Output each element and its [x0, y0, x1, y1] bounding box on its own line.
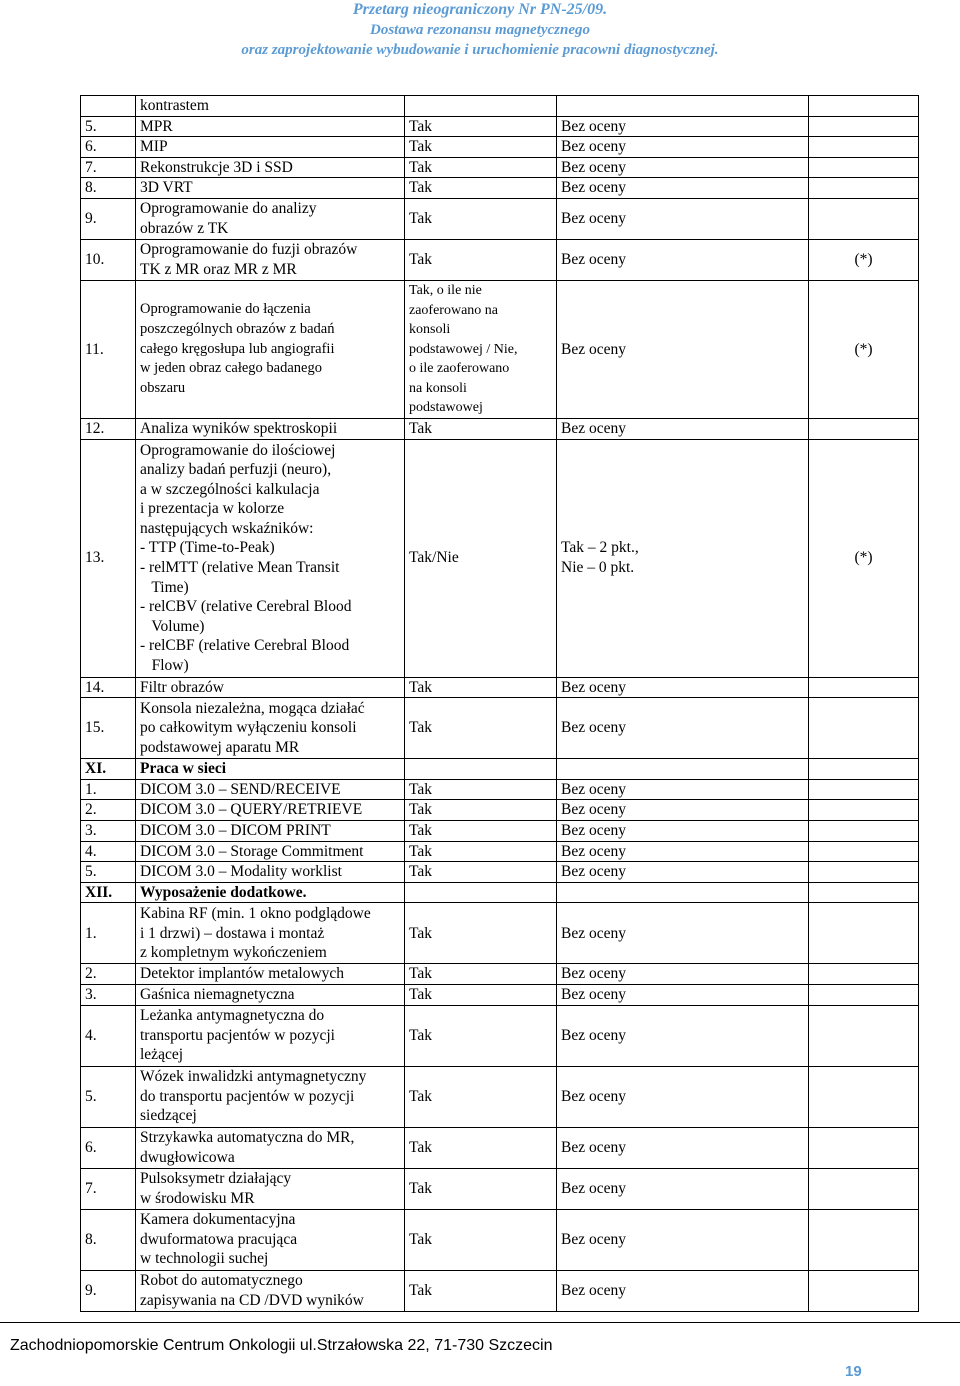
required-value: [405, 1005, 557, 1066]
row-number: 2.: [81, 964, 136, 985]
footer-divider: [0, 1322, 960, 1323]
score-value-line: Bez oceny: [561, 1179, 626, 1197]
parameter-name-line: DICOM 3.0 – Modality worklist: [140, 863, 342, 881]
remark-mark: [809, 1209, 919, 1270]
parameter-name-line: DICOM 3.0 – DICOM PRINT: [140, 821, 331, 839]
remark-mark: (*): [809, 439, 919, 677]
remark-mark: [809, 698, 919, 759]
required-value: [405, 1270, 557, 1311]
required-value: [405, 800, 557, 821]
parameter-name-line: Flow): [140, 657, 189, 675]
row-number: 3.: [81, 820, 136, 841]
score-value: [557, 96, 809, 117]
parameter-name-line: Oprogramowanie do analizy: [140, 200, 317, 218]
required-value-line: Tak: [409, 251, 433, 269]
parameter-name-line: Detektor implantów metalowych: [140, 965, 345, 983]
parameter-name: [136, 1127, 405, 1168]
score-value: [557, 1066, 809, 1127]
score-value-line: Bez oceny: [561, 138, 626, 156]
required-value-line: Tak: [409, 1087, 433, 1105]
required-value-line: Tak: [409, 678, 433, 696]
parameter-name-line: Robot do automatycznego: [140, 1271, 303, 1289]
score-value: [557, 280, 809, 418]
remark-mark: [809, 116, 919, 137]
required-value-line: Tak: [409, 1138, 433, 1156]
required-value-line: Tak: [409, 780, 433, 798]
row-number: 8.: [81, 178, 136, 199]
score-value: [557, 239, 809, 280]
required-value: [405, 841, 557, 862]
parameter-name-line: - relMTT (relative Mean Transit: [140, 559, 340, 577]
required-value: [405, 137, 557, 158]
required-value-line: Tak: [409, 179, 433, 197]
required-value: [405, 1127, 557, 1168]
table-row: [81, 157, 919, 178]
remark-mark: [809, 882, 919, 903]
required-value-line: Tak: [409, 985, 433, 1003]
parameter-name-line: analizy badań perfuzji (neuro),: [140, 461, 332, 479]
required-value: [405, 418, 557, 439]
required-value-line: Tak: [409, 1230, 433, 1248]
parameter-name-line: siedzącej: [140, 1107, 197, 1125]
required-value-line: podstawowej / Nie,: [409, 341, 518, 357]
parameter-name-line: dwuformatowa pracująca: [140, 1230, 298, 1248]
parameter-name-line: w jeden obraz całego badanego: [140, 360, 322, 377]
score-value: [557, 964, 809, 985]
row-number: 6.: [81, 137, 136, 158]
required-value-line: Tak: [409, 210, 433, 228]
row-number: 8.: [81, 1209, 136, 1270]
table-row: [81, 779, 919, 800]
row-number: 5.: [81, 116, 136, 137]
remark-mark: [809, 903, 919, 964]
required-value-line: Tak: [409, 1026, 433, 1044]
remark-mark: [809, 779, 919, 800]
required-value-line: Tak: [409, 158, 433, 176]
score-value: [557, 841, 809, 862]
table-row: [81, 677, 919, 698]
row-number: 7.: [81, 157, 136, 178]
score-value-line: Bez oceny: [561, 801, 626, 819]
row-number: 10.: [81, 239, 136, 280]
row-number: 9.: [81, 198, 136, 239]
page-number: 19: [845, 1363, 862, 1380]
score-value-line: Bez oceny: [561, 821, 626, 839]
parameter-name: [136, 1270, 405, 1311]
parameter-name: [136, 759, 405, 780]
parameter-name-line: Gaśnica niemagnetyczna: [140, 985, 295, 1003]
score-value-line: Bez oceny: [561, 780, 626, 798]
required-value-line: zaoferowano na: [409, 302, 499, 318]
table-row: [81, 841, 919, 862]
score-value: [557, 1209, 809, 1270]
parameter-name-line: DICOM 3.0 – SEND/RECEIVE: [140, 780, 341, 798]
parameter-name-line: Time): [140, 578, 189, 596]
parameter-name-line: MPR: [140, 117, 173, 135]
parameter-name: [136, 779, 405, 800]
required-value-line: Tak: [409, 138, 433, 156]
score-value: [557, 759, 809, 780]
remark-mark: [809, 800, 919, 821]
row-number: XII.: [81, 882, 136, 903]
parameter-name-line: Praca w sieci: [140, 760, 227, 778]
score-value: [557, 137, 809, 158]
parameter-name: [136, 698, 405, 759]
parameter-name-line: - relCBF (relative Cerebral Blood: [140, 637, 350, 655]
table-row: [81, 1168, 919, 1209]
parameter-name-line: obrazów z TK: [140, 219, 229, 237]
row-number: 11.: [81, 280, 136, 418]
required-value-line: Tak: [409, 1281, 433, 1299]
required-value: [405, 1066, 557, 1127]
table-row: [81, 280, 919, 418]
parameter-name-line: obszaru: [140, 379, 186, 396]
score-value: [557, 157, 809, 178]
table-row: [81, 96, 919, 117]
score-value: [557, 677, 809, 698]
parameter-name-line: - TTP (Time-to-Peak): [140, 539, 275, 557]
parameter-name-line: transportu pacjentów w pozycji: [140, 1026, 335, 1044]
parameter-name: [136, 903, 405, 964]
row-number: 12.: [81, 418, 136, 439]
required-value: [405, 96, 557, 117]
parameter-name-line: i 1 drzwi) – dostawa i montaż: [140, 924, 325, 942]
parameter-name: [136, 1168, 405, 1209]
table-row: [81, 178, 919, 199]
required-value-line: Tak: [409, 419, 433, 437]
parameters-table-body: [81, 96, 919, 1312]
required-value-line: Tak/Nie: [409, 549, 459, 567]
score-value: [557, 198, 809, 239]
parameter-name-line: i prezentacja w kolorze: [140, 500, 285, 518]
remark-mark: [809, 1127, 919, 1168]
parameter-name-line: podstawowej aparatu MR: [140, 738, 300, 756]
parameter-name: [136, 116, 405, 137]
row-number: 1.: [81, 779, 136, 800]
header-subject-detail: oraz zaprojektowanie wybudowanie i uruchomienie pracowni diagnostycznej.: [241, 42, 719, 58]
score-value: [557, 1168, 809, 1209]
score-value-line: Bez oceny: [561, 158, 626, 176]
required-value-line: podstawowej: [409, 400, 483, 416]
table-row: [81, 439, 919, 677]
remark-mark: [809, 1270, 919, 1311]
required-value: [405, 280, 557, 418]
parameter-name-line: poszczególnych obrazów z badań: [140, 321, 335, 338]
required-value: [405, 198, 557, 239]
parameter-name-line: Analiza wyników spektroskopii: [140, 419, 338, 437]
required-value: [405, 239, 557, 280]
table-row: [81, 820, 919, 841]
required-value: [405, 964, 557, 985]
score-value-line: Bez oceny: [561, 985, 626, 1003]
parameter-name: [136, 800, 405, 821]
table-row: [81, 964, 919, 985]
parameter-name-line: MIP: [140, 138, 168, 156]
score-value-line: Bez oceny: [561, 117, 626, 135]
parameter-name-line: Rekonstrukcje 3D i SSD: [140, 158, 293, 176]
parameter-name: [136, 137, 405, 158]
parameter-name: [136, 964, 405, 985]
remark-mark: [809, 759, 919, 780]
required-value-line: Tak: [409, 863, 433, 881]
score-value: [557, 779, 809, 800]
remark-mark: [809, 964, 919, 985]
parameter-name-line: Pulsoksymetr działający: [140, 1169, 292, 1187]
row-number: 1.: [81, 903, 136, 964]
required-value: [405, 903, 557, 964]
score-value-line: Bez oceny: [561, 210, 626, 228]
parameter-name-line: 3D VRT: [140, 179, 193, 197]
table-row: [81, 862, 919, 883]
row-number: 3.: [81, 984, 136, 1005]
parameter-name-line: Filtr obrazów: [140, 678, 224, 696]
remark-mark: (*): [809, 239, 919, 280]
table-row: [81, 698, 919, 759]
parameter-name-line: Kamera dokumentacyjna: [140, 1211, 296, 1229]
table-row: [81, 1270, 919, 1311]
required-value: [405, 677, 557, 698]
required-value-line: Tak: [409, 821, 433, 839]
score-value-line: Bez oceny: [561, 1026, 626, 1044]
score-value-line: Bez oceny: [561, 251, 626, 269]
remark-mark: [809, 418, 919, 439]
remark-mark: [809, 1066, 919, 1127]
score-value: [557, 820, 809, 841]
parameter-name-line: a w szczególności kalkulacja: [140, 480, 320, 498]
parameter-name-line: w technologii suchej: [140, 1250, 269, 1268]
parameter-name: [136, 239, 405, 280]
remark-mark: [809, 677, 919, 698]
row-number: 2.: [81, 800, 136, 821]
remark-mark: [809, 137, 919, 158]
parameter-name-line: kontrastem: [140, 97, 209, 114]
score-value: [557, 439, 809, 677]
score-value-line: Bez oceny: [561, 419, 626, 437]
score-value-line: Bez oceny: [561, 1281, 626, 1299]
parameter-name: [136, 882, 405, 903]
score-value-line: Bez oceny: [561, 1138, 626, 1156]
parameter-name-line: Kabina RF (min. 1 okno podglądowe: [140, 904, 371, 922]
parameter-name: [136, 984, 405, 1005]
required-value-line: Tak, o ile nie: [409, 283, 482, 299]
row-number: 6.: [81, 1127, 136, 1168]
table-row: [81, 882, 919, 903]
required-value: [405, 1168, 557, 1209]
table-row: [81, 239, 919, 280]
table-row: [81, 1209, 919, 1270]
parameter-name-line: następujących wskaźników:: [140, 519, 314, 537]
row-number: 9.: [81, 1270, 136, 1311]
parameter-name-line: po całkowitym wyłączeniu konsoli: [140, 719, 357, 737]
score-value: [557, 698, 809, 759]
required-value: [405, 157, 557, 178]
parameter-name: [136, 841, 405, 862]
required-value: [405, 779, 557, 800]
parameter-name: [136, 178, 405, 199]
row-number: 15.: [81, 698, 136, 759]
row-number: 7.: [81, 1168, 136, 1209]
parameter-name-line: całego kręgosłupa lub angiografii: [140, 340, 335, 357]
required-value: [405, 116, 557, 137]
score-value-line: Bez oceny: [561, 1087, 626, 1105]
table-row: [81, 198, 919, 239]
score-value-line: Bez oceny: [561, 965, 626, 983]
parameter-name-line: leżącej: [140, 1046, 184, 1064]
parameter-name: [136, 96, 405, 117]
parameter-name: [136, 198, 405, 239]
footer-address: Zachodniopomorskie Centrum Onkologii ul.Strzałowska 22, 71-730 Szczecin: [10, 1337, 553, 1354]
table-row: [81, 1066, 919, 1127]
score-value: [557, 178, 809, 199]
required-value-line: Tak: [409, 1179, 433, 1197]
score-value: [557, 882, 809, 903]
parameter-name: [136, 862, 405, 883]
row-number: 14.: [81, 677, 136, 698]
header-subject: Dostawa rezonansu magnetycznego: [369, 22, 591, 38]
remark-mark: [809, 820, 919, 841]
score-value: [557, 800, 809, 821]
required-value-line: o ile zaoferowano: [409, 361, 510, 377]
required-value: [405, 882, 557, 903]
row-number: 13.: [81, 439, 136, 677]
table-row: [81, 1005, 919, 1066]
required-value-line: Tak: [409, 924, 433, 942]
required-value: [405, 698, 557, 759]
parameter-name-line: Wyposażenie dodatkowe.: [140, 883, 307, 901]
table-row: [81, 984, 919, 1005]
required-value-line: na konsoli: [409, 380, 467, 396]
row-number: [81, 96, 136, 117]
remark-mark: [809, 984, 919, 1005]
parameter-name: [136, 1066, 405, 1127]
required-value-line: Tak: [409, 801, 433, 819]
parameter-name-line: zapisywania na CD /DVD wyników: [140, 1291, 364, 1309]
score-value-line: Nie – 0 pkt.: [561, 559, 635, 577]
remark-mark: [809, 1005, 919, 1066]
parameter-name-line: DICOM 3.0 – Storage Commitment: [140, 842, 364, 860]
document-header: [0, 0, 960, 60]
table-row: [81, 137, 919, 158]
required-value: [405, 759, 557, 780]
score-value-line: Bez oceny: [561, 842, 626, 860]
score-value-line: Bez oceny: [561, 678, 626, 696]
table-row: [81, 903, 919, 964]
parameter-name-line: Konsola niezależna, mogąca działać: [140, 699, 365, 717]
remark-mark: [809, 198, 919, 239]
parameter-name: [136, 820, 405, 841]
score-value: [557, 1270, 809, 1311]
score-value: [557, 1127, 809, 1168]
table-row: [81, 1127, 919, 1168]
parameter-name-line: dwugłowicowa: [140, 1148, 235, 1166]
parameter-name: [136, 280, 405, 418]
required-value: [405, 439, 557, 677]
parameter-name: [136, 418, 405, 439]
score-value-line: Bez oceny: [561, 340, 626, 358]
required-value: [405, 1209, 557, 1270]
score-value-line: Bez oceny: [561, 1230, 626, 1248]
required-value-line: Tak: [409, 842, 433, 860]
parameter-name-line: do transportu pacjentów w pozycji: [140, 1087, 355, 1105]
score-value: [557, 984, 809, 1005]
row-number: XI.: [81, 759, 136, 780]
parameter-name-line: Oprogramowanie do ilościowej: [140, 441, 336, 459]
remark-mark: [809, 178, 919, 199]
required-value-line: konsoli: [409, 322, 451, 338]
parameter-name-line: Wózek inwalidzki antymagnetyczny: [140, 1068, 367, 1086]
remark-mark: [809, 157, 919, 178]
parameter-name-line: w środowisku MR: [140, 1189, 255, 1207]
parameter-name-line: Strzykawka automatyczna do MR,: [140, 1128, 355, 1146]
header-tender-number: Przetarg nieograniczony Nr PN-25/09.: [352, 1, 608, 18]
parameter-name-line: Oprogramowanie do fuzji obrazów: [140, 241, 358, 259]
score-value: [557, 862, 809, 883]
score-value: [557, 116, 809, 137]
parameter-name: [136, 1209, 405, 1270]
required-value: [405, 984, 557, 1005]
table-row: [81, 759, 919, 780]
parameter-name: [136, 439, 405, 677]
score-value-line: Bez oceny: [561, 863, 626, 881]
parameter-name: [136, 1005, 405, 1066]
table-row: [81, 418, 919, 439]
row-number: 5.: [81, 1066, 136, 1127]
score-value: [557, 1005, 809, 1066]
remark-mark: [809, 1168, 919, 1209]
table-row: [81, 800, 919, 821]
parameter-name-line: Volume): [140, 617, 205, 635]
remark-mark: [809, 841, 919, 862]
required-value-line: Tak: [409, 719, 433, 737]
parameters-table: [80, 95, 919, 1312]
required-value: [405, 178, 557, 199]
parameter-name-line: Leżanka antymagnetyczna do: [140, 1007, 325, 1025]
required-value: [405, 862, 557, 883]
parameter-name-line: - relCBV (relative Cerebral Blood: [140, 598, 352, 616]
row-number: 4.: [81, 841, 136, 862]
remark-mark: [809, 862, 919, 883]
score-value: [557, 903, 809, 964]
remark-mark: [809, 96, 919, 117]
required-value: [405, 820, 557, 841]
score-value-line: Bez oceny: [561, 924, 626, 942]
row-number: 5.: [81, 862, 136, 883]
score-value-line: Bez oceny: [561, 719, 626, 737]
table-row: [81, 116, 919, 137]
parameter-name: [136, 677, 405, 698]
parameter-name: [136, 157, 405, 178]
remark-mark: (*): [809, 280, 919, 418]
score-value-line: Bez oceny: [561, 179, 626, 197]
parameter-name-line: DICOM 3.0 – QUERY/RETRIEVE: [140, 801, 363, 819]
score-value-line: Tak – 2 pkt.,: [561, 539, 639, 557]
score-value: [557, 418, 809, 439]
parameter-name-line: Oprogramowanie do łączenia: [140, 301, 311, 318]
parameter-name-line: z kompletnym wykończeniem: [140, 944, 327, 962]
required-value-line: Tak: [409, 965, 433, 983]
row-number: 4.: [81, 1005, 136, 1066]
parameter-name-line: TK z MR oraz MR z MR: [140, 260, 297, 278]
required-value-line: Tak: [409, 117, 433, 135]
